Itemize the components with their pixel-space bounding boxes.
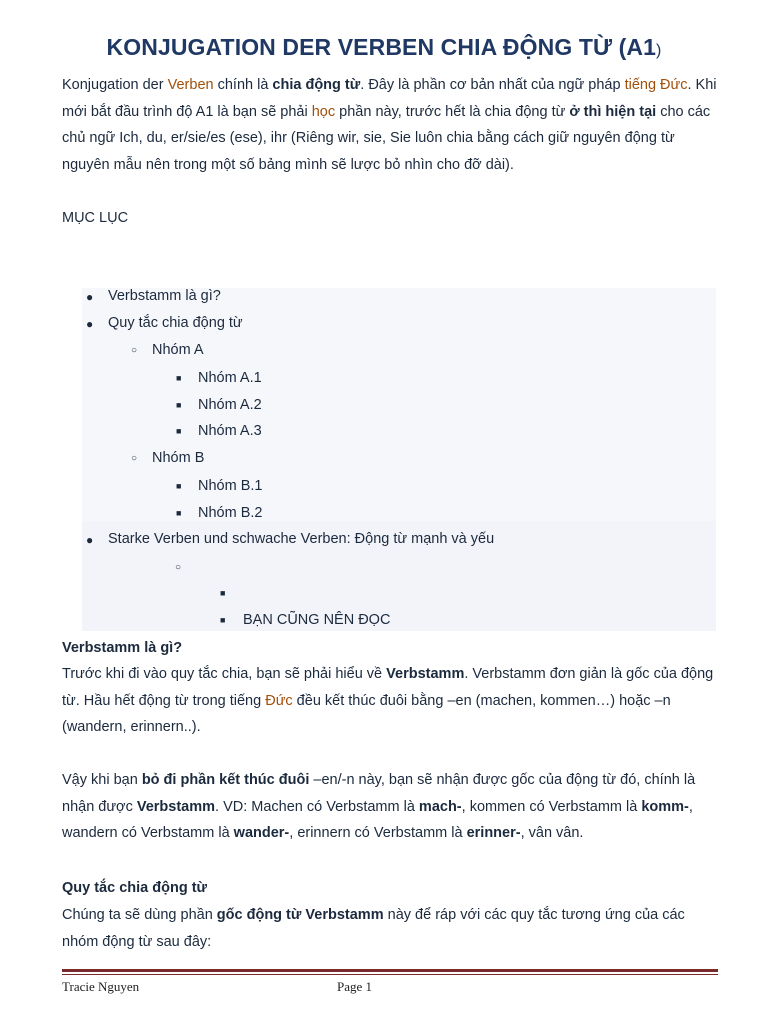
toc-item-starke-verben[interactable]: Starke Verben und schwache Verben: Động từ mạnh và yếu [108, 531, 495, 547]
bullet-square: ■ [176, 400, 182, 410]
bullet-square: ■ [176, 426, 182, 436]
footer-page-number: Page 1 [337, 979, 373, 994]
toc-item-nhom-b1[interactable]: Nhóm B.1 [198, 478, 263, 494]
bullet-circle: ○ [131, 345, 138, 356]
section-heading-quy-tac: Quy tắc chia động từ [62, 880, 208, 896]
bullet-square: ■ [220, 615, 226, 625]
document-title [0, 34, 768, 61]
toc-item-nhom-b2[interactable]: Nhóm B.2 [198, 505, 263, 521]
title-text: KONJUGATION DER VERBEN CHIA ĐỘNG TỪ (A1 [106, 34, 657, 60]
bullet-square: ■ [176, 373, 182, 383]
toc-item-nhom-b[interactable]: Nhóm B [152, 450, 205, 466]
bullet-square: ■ [220, 588, 226, 598]
toc-item-nhom-a2[interactable]: Nhóm A.2 [198, 397, 262, 413]
footer-rule-thick [62, 969, 718, 972]
toc-item-quy-tac[interactable]: Quy tắc chia động từ [108, 315, 243, 331]
bullet-disc: ● [86, 290, 94, 304]
bullet-circle: ○ [131, 453, 138, 464]
link-duc[interactable]: Đức [265, 692, 293, 709]
toc-item-nhom-a1[interactable]: Nhóm A.1 [198, 370, 262, 386]
quy-tac-paragraph: Chúng ta sẽ dùng phần gốc động từ Verbstamm này để ráp với các quy tắc tương ứng của các nhóm động từ sau đây: [62, 907, 685, 950]
intro-paragraph: Konjugation der Verben chính là chia động từ. Đây là phần cơ bản nhất của ngữ pháp tiếng Đức. Khi mới bắt đầu trình độ A1 là bạn sẽ phải học phần này, trước hết là chia động từ ở thì hiện tại cho các chủ ngữ Ich, du, er/sie/es (ese), ihr (Riêng wir, sie, Sie luôn chia bằng cách giữ nguyên động từ nguyên mẫu nên trong một số bảng mình sẽ lược bỏ nhìn cho đỡ dài). [62, 77, 717, 173]
link-tieng-duc[interactable]: tiếng Đức [624, 77, 688, 93]
bullet-circle: ○ [175, 562, 182, 573]
title-close-paren: ) [656, 42, 662, 59]
section-heading-verbstamm: Verbstamm là gì? [62, 640, 183, 656]
footer-rule-thin [62, 974, 718, 975]
toc-item-ban-cung-nen-doc[interactable]: BẠN CŨNG NÊN ĐỌC [243, 612, 391, 628]
toc-item-verbstamm[interactable]: Verbstamm là gì? [108, 288, 221, 304]
link-hoc[interactable]: học [311, 103, 336, 120]
bullet-disc: ● [86, 533, 94, 547]
bullet-square: ■ [176, 508, 182, 518]
toc-heading: MỤC LỤC [62, 210, 129, 226]
toc-item-nhom-a3[interactable]: Nhóm A.3 [198, 423, 262, 439]
verbstamm-paragraph-1: Trước khi đi vào quy tắc chia, bạn sẽ phải hiểu về Verbstamm. Verbstamm đơn giản là gốc của động từ. Hầu hết động từ trong tiếng Đức đều kết thúc đuôi bằng –en (machen, kommen…) hoặc –n (wandern, erinnern..). [62, 666, 714, 735]
verbstamm-paragraph-2: Vậy khi bạn bỏ đi phần kết thúc đuôi –en/-n này, bạn sẽ nhận được gốc của động từ đó, chính là nhận được Verbstamm. VD: Machen có Verbstamm là mach-, kommen có Verbstamm là komm-, wandern có Verbstamm là wander-, erinnern có Verbstamm là erinner-, vân vân. [62, 772, 696, 841]
footer-author: Tracie Nguyen [62, 979, 140, 994]
bullet-disc: ● [86, 317, 94, 331]
toc-item-nhom-a[interactable]: Nhóm A [152, 342, 204, 358]
bullet-square: ■ [176, 481, 182, 491]
link-verben[interactable]: Verben [167, 77, 214, 93]
